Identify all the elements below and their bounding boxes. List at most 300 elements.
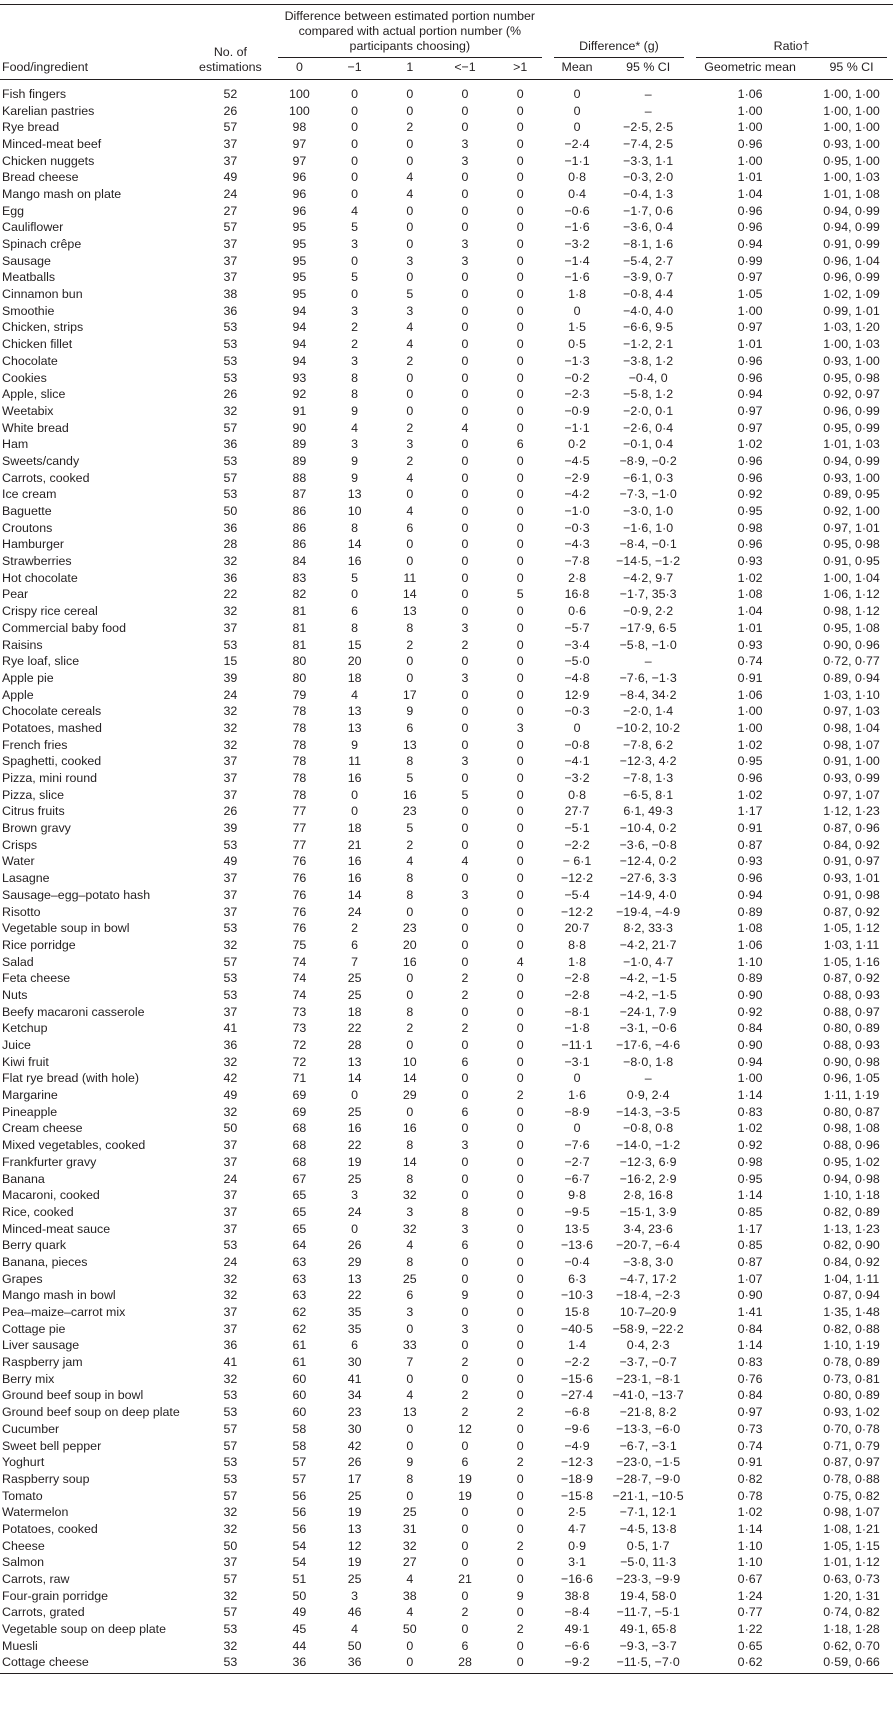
cell-pct-gt-1: 0: [516, 1071, 524, 1086]
cell-diff-ci: −7·3, −1·0: [619, 487, 677, 502]
cell-diff-mean: 0: [573, 103, 581, 118]
cell-no-estimations: 24: [223, 186, 238, 201]
cell-ratio-geo-mean: 0·91: [737, 670, 763, 685]
cell-pct-lt-minus1: 6: [461, 1104, 469, 1119]
cell-pct-minus1: 29: [347, 1254, 362, 1269]
cell-diff-mean: −1·3: [564, 353, 590, 368]
cell-food: Apple: [2, 687, 34, 702]
cell-diff-mean: −7·8: [564, 554, 590, 569]
cell-pct-lt-minus1: 6: [461, 1054, 469, 1069]
cell-pct-minus1: 22: [347, 1288, 362, 1303]
cell-pct-1: 5: [406, 287, 414, 302]
cell-pct-minus1: 0: [351, 186, 359, 201]
cell-pct-lt-minus1: 0: [461, 654, 469, 669]
cell-food: Crispy rice cereal: [2, 604, 98, 619]
cell-pct-gt-1: 0: [516, 754, 524, 769]
cell-food: Beefy macaroni casserole: [2, 1004, 145, 1019]
cell-food: Raspberry jam: [2, 1355, 83, 1370]
cell-food: Ketchup: [2, 1021, 48, 1036]
cell-ratio-ci: 1·12, 1·23: [823, 804, 880, 819]
cell-pct-1: 0: [406, 971, 414, 986]
cell-food: Rice porridge: [2, 937, 76, 952]
cell-diff-ci: −7·1, 12·1: [619, 1505, 677, 1520]
cell-food: Hamburger: [2, 537, 64, 552]
cell-ratio-geo-mean: 0·97: [737, 420, 763, 435]
cell-food: Ice cream: [2, 487, 57, 502]
cell-diff-mean: 12·9: [564, 687, 590, 702]
cell-diff-mean: 0·4: [568, 186, 586, 201]
cell-pct-lt-minus1: 21: [458, 1572, 472, 1587]
cell-pct-lt-minus1: 0: [461, 120, 469, 135]
cell-ratio-ci: 0·88, 0·93: [823, 987, 880, 1002]
cell-diff-mean: −5·0: [564, 654, 590, 669]
cell-pct-minus1: 34: [347, 1388, 362, 1403]
cell-pct-minus1: 8: [351, 620, 359, 635]
cell-ratio-geo-mean: 0·93: [737, 854, 763, 869]
cell-pct-gt-1: 0: [516, 420, 524, 435]
table-row: [0, 1171, 893, 1188]
cell-ratio-geo-mean: 1·10: [737, 954, 763, 969]
cell-pct-1: 11: [403, 570, 417, 585]
cell-food: Mixed vegetables, cooked: [2, 1138, 146, 1153]
cell-no-estimations: 26: [223, 103, 238, 118]
cell-pct-gt-1: 0: [516, 937, 524, 952]
cell-diff-mean: 1·8: [568, 287, 586, 302]
cell-no-estimations: 53: [223, 353, 238, 368]
cell-food: Minced-meat beef: [2, 136, 102, 151]
cell-pct-minus1: 13: [347, 704, 362, 719]
cell-pct-gt-1: 0: [516, 1605, 524, 1620]
cell-ratio-ci: 0·90, 0·96: [823, 637, 880, 652]
cell-diff-ci: −4·2, 21·7: [619, 937, 677, 952]
cell-diff-mean: −6·6: [564, 1638, 590, 1653]
cell-ratio-ci: 0·98, 1·04: [823, 720, 880, 735]
cell-ratio-ci: 0·98, 1·07: [823, 737, 880, 752]
cell-diff-ci: −12·3, 4·2: [619, 754, 677, 769]
header-geometric-mean: Geometric mean: [690, 58, 810, 80]
cell-pct-minus1: 20: [347, 654, 362, 669]
cell-ratio-ci: 0·75, 0·82: [823, 1488, 880, 1503]
cell-pct-0: 98: [292, 120, 307, 135]
cell-pct-minus1: 16: [347, 871, 362, 886]
cell-ratio-geo-mean: 0·73: [737, 1421, 763, 1436]
cell-pct-0: 75: [292, 937, 307, 952]
cell-food: Raisins: [2, 637, 43, 652]
cell-pct-gt-1: 0: [516, 637, 524, 652]
cell-ratio-ci: 1·35, 1·48: [823, 1305, 880, 1320]
cell-no-estimations: 38: [223, 287, 238, 302]
cell-pct-0: 84: [292, 554, 307, 569]
table-row: [0, 1488, 893, 1505]
cell-food: Chicken, strips: [2, 320, 84, 335]
cell-pct-1: 2: [406, 420, 414, 435]
cell-pct-1: 5: [406, 821, 414, 836]
cell-no-estimations: 37: [223, 1221, 238, 1236]
cell-no-estimations: 32: [223, 704, 238, 719]
cell-diff-mean: −8·1: [564, 1004, 590, 1019]
cell-pct-1: 0: [406, 270, 414, 285]
table-row: [0, 1621, 893, 1638]
table-row: [0, 1555, 893, 1572]
table-row: [0, 1104, 893, 1121]
cell-pct-1: 0: [406, 987, 414, 1002]
cell-pct-gt-1: 0: [516, 337, 524, 352]
cell-diff-mean: −3·2: [564, 771, 590, 786]
cell-food: Carrots, raw: [2, 1572, 70, 1587]
cell-pct-minus1: 14: [347, 1071, 362, 1086]
cell-no-estimations: 32: [223, 1054, 238, 1069]
cell-no-estimations: 37: [223, 887, 238, 902]
cell-ratio-geo-mean: 0·92: [737, 1004, 763, 1019]
cell-pct-minus1: 26: [347, 1238, 362, 1253]
cell-diff-mean: 3·1: [568, 1555, 586, 1570]
cell-pct-1: 25: [402, 1505, 417, 1520]
cell-pct-0: 79: [292, 687, 307, 702]
cell-no-estimations: 57: [223, 1421, 238, 1436]
cell-pct-0: 62: [292, 1321, 307, 1336]
cell-pct-1: 16: [402, 787, 417, 802]
cell-ratio-ci: 1·18, 1·28: [823, 1622, 880, 1637]
table-row: [0, 320, 893, 337]
cell-diff-ci: −0·9, 2·2: [623, 604, 674, 619]
cell-pct-minus1: 50: [347, 1638, 362, 1653]
cell-pct-minus1: 25: [347, 1171, 362, 1186]
cell-pct-0: 94: [292, 303, 307, 318]
cell-pct-gt-1: 0: [516, 1271, 524, 1286]
cell-pct-1: 9: [406, 1455, 414, 1470]
table-row: [0, 1204, 893, 1221]
cell-pct-gt-1: 0: [516, 237, 524, 252]
cell-diff-ci: −5·4, 2·7: [623, 253, 674, 268]
cell-ratio-geo-mean: 1·01: [737, 337, 763, 352]
cell-ratio-geo-mean: 1·04: [737, 604, 763, 619]
header-difference-group: Difference between estimated portion number compared with actual portion number (% participants choosing): [278, 9, 542, 58]
cell-ratio-geo-mean: 0·94: [737, 1054, 763, 1069]
cell-pct-1: 3: [406, 1204, 414, 1219]
cell-no-estimations: 37: [223, 787, 238, 802]
cell-food: Watermelon: [2, 1505, 69, 1520]
cell-pct-1: 8: [406, 887, 414, 902]
cell-food: Egg: [2, 203, 25, 218]
cell-food: Ham: [2, 437, 29, 452]
cell-pct-1: 32: [402, 1538, 417, 1553]
cell-no-estimations: 53: [223, 1471, 238, 1486]
cell-no-estimations: 32: [223, 1288, 238, 1303]
cell-ratio-ci: 1·20, 1·31: [823, 1588, 880, 1603]
cell-food: Yoghurt: [2, 1455, 45, 1470]
cell-diff-ci: −1·0, 4·7: [623, 954, 674, 969]
cell-pct-minus1: 8: [351, 370, 359, 385]
cell-pct-gt-1: 6: [516, 437, 524, 452]
cell-pct-0: 97: [292, 136, 307, 151]
cell-pct-minus1: 13: [347, 1054, 362, 1069]
cell-pct-lt-minus1: 8: [461, 1204, 469, 1219]
table-row: [0, 1371, 893, 1388]
table-row: [0, 1254, 893, 1271]
cell-pct-lt-minus1: 0: [461, 1438, 469, 1453]
cell-diff-ci: −10·2, 10·2: [616, 720, 681, 735]
cell-ratio-ci: 0·87, 0·97: [823, 1455, 880, 1470]
cell-diff-mean: −4·2: [564, 487, 590, 502]
cell-ratio-geo-mean: 1·00: [737, 303, 763, 318]
cell-diff-mean: −15·8: [561, 1488, 594, 1503]
cell-pct-minus1: 2: [351, 337, 359, 352]
table-row: [0, 487, 893, 504]
cell-pct-minus1: 41: [347, 1371, 362, 1386]
cell-diff-mean: −5·4: [564, 887, 590, 902]
cell-diff-mean: 27·7: [564, 804, 590, 819]
cell-pct-0: 68: [292, 1138, 307, 1153]
cell-pct-gt-1: 0: [516, 1421, 524, 1436]
cell-pct-gt-1: 0: [516, 170, 524, 185]
cell-ratio-ci: 0·96, 0·99: [823, 270, 880, 285]
cell-no-estimations: 26: [223, 387, 238, 402]
cell-ratio-ci: 0·94, 0·99: [823, 220, 880, 235]
cell-pct-minus1: 8: [351, 520, 359, 535]
cell-no-estimations: 15: [223, 654, 238, 669]
cell-no-estimations: 32: [223, 604, 238, 619]
cell-ratio-geo-mean: 0·83: [737, 1355, 763, 1370]
table-row: [0, 403, 893, 420]
table-row: [0, 453, 893, 470]
cell-pct-1: 13: [402, 604, 417, 619]
cell-diff-ci: −9·3, −3·7: [619, 1638, 677, 1653]
cell-pct-0: 67: [292, 1171, 307, 1186]
cell-ratio-ci: 0·95, 0·99: [823, 420, 880, 435]
cell-no-estimations: 57: [223, 954, 238, 969]
cell-diff-mean: −2·2: [564, 1355, 590, 1370]
cell-diff-mean: −1·0: [564, 504, 590, 519]
cell-no-estimations: 53: [223, 320, 238, 335]
cell-pct-minus1: 6: [351, 937, 359, 952]
cell-ratio-geo-mean: 0·89: [737, 904, 763, 919]
cell-pct-minus1: 25: [347, 987, 362, 1002]
cell-pct-1: 0: [406, 1488, 414, 1503]
cell-ratio-geo-mean: 0·97: [737, 403, 763, 418]
cell-pct-lt-minus1: 3: [461, 670, 469, 685]
cell-diff-ci: 0·9, 2·4: [626, 1088, 670, 1103]
cell-food: Water: [2, 854, 35, 869]
cell-ratio-ci: 0·96, 0·99: [823, 403, 880, 418]
cell-diff-mean: −7·6: [564, 1138, 590, 1153]
cell-ratio-ci: 1·01, 1·12: [823, 1555, 880, 1570]
cell-diff-ci: −1·7, 35·3: [619, 587, 677, 602]
cell-pct-minus1: 6: [351, 1338, 359, 1353]
cell-no-estimations: 32: [223, 1505, 238, 1520]
table-row: [0, 1571, 893, 1588]
cell-pct-lt-minus1: 2: [461, 1388, 469, 1403]
cell-ratio-ci: 0·92, 0·97: [823, 387, 880, 402]
cell-pct-gt-1: 0: [516, 1388, 524, 1403]
cell-diff-mean: 4·7: [568, 1521, 586, 1536]
cell-food: Chocolate cereals: [2, 704, 102, 719]
cell-diff-ci: 49·1, 65·8: [619, 1622, 677, 1637]
cell-pct-1: 8: [406, 1254, 414, 1269]
cell-pct-1: 4: [406, 1572, 414, 1587]
cell-diff-ci: −14·3, −3·5: [616, 1104, 681, 1119]
cell-pct-0: 82: [292, 587, 307, 602]
cell-no-estimations: 24: [223, 1171, 238, 1186]
cell-pct-0: 63: [292, 1288, 307, 1303]
cell-pct-gt-1: 0: [516, 1154, 524, 1169]
cell-pct-0: 100: [289, 86, 310, 101]
cell-pct-minus1: 4: [351, 687, 359, 702]
cell-diff-mean: −2·2: [564, 837, 590, 852]
cell-pct-0: 57: [292, 1455, 307, 1470]
header-food: Food/ingredient: [0, 5, 189, 80]
cell-diff-ci: −2·0, 1·4: [623, 704, 674, 719]
cell-ratio-geo-mean: 1·14: [737, 1088, 763, 1103]
cell-pct-0: 74: [292, 954, 307, 969]
cell-pct-lt-minus1: 0: [461, 937, 469, 952]
table-row: [0, 1421, 893, 1438]
cell-pct-0: 89: [292, 437, 307, 452]
cell-ratio-ci: 1·00, 1·03: [823, 337, 880, 352]
cell-diff-ci: –: [644, 1071, 652, 1086]
cell-pct-lt-minus1: 3: [461, 1138, 469, 1153]
cell-diff-mean: 0·8: [568, 170, 586, 185]
cell-pct-0: 96: [292, 170, 307, 185]
cell-pct-0: 78: [292, 737, 307, 752]
table-row: [0, 169, 893, 186]
header-cat-minus1: −1: [327, 58, 382, 80]
cell-food: Brown gravy: [2, 821, 71, 836]
cell-pct-minus1: 24: [347, 904, 362, 919]
cell-ratio-ci: 0·93, 1·00: [823, 470, 880, 485]
cell-diff-mean: 0·5: [568, 337, 586, 352]
cell-diff-ci: −3·9, 0·7: [623, 270, 674, 285]
cell-ratio-geo-mean: 1·00: [737, 153, 763, 168]
cell-pct-minus1: 13: [347, 1521, 362, 1536]
cell-no-estimations: 50: [223, 1538, 238, 1553]
cell-pct-1: 0: [406, 387, 414, 402]
cell-pct-0: 77: [292, 821, 307, 836]
cell-ratio-geo-mean: 1·17: [737, 804, 763, 819]
cell-food: Four-grain porridge: [2, 1588, 109, 1603]
cell-diff-ci: −2·0, 0·1: [623, 403, 674, 418]
cell-food: Karelian pastries: [2, 103, 95, 118]
cell-no-estimations: 36: [223, 437, 238, 452]
table-row: [0, 670, 893, 687]
cell-diff-mean: −3·1: [564, 1054, 590, 1069]
cell-no-estimations: 37: [223, 1004, 238, 1019]
cell-diff-ci: −18·4, −2·3: [616, 1288, 681, 1303]
cell-food: Cinnamon bun: [2, 287, 83, 302]
table-row: [0, 203, 893, 220]
cell-diff-ci: −3·8, 1·2: [623, 353, 674, 368]
cell-pct-minus1: 3: [351, 237, 359, 252]
cell-no-estimations: 32: [223, 1271, 238, 1286]
cell-no-estimations: 53: [223, 921, 238, 936]
cell-pct-minus1: 14: [347, 537, 362, 552]
cell-no-estimations: 50: [223, 1121, 238, 1136]
cell-food: Minced-meat sauce: [2, 1221, 111, 1236]
header-ci-ratio: 95 % CI: [810, 58, 893, 80]
cell-pct-0: 71: [292, 1071, 307, 1086]
cell-pct-gt-1: 0: [516, 270, 524, 285]
cell-diff-ci: −0·8, 0·8: [623, 1121, 674, 1136]
cell-ratio-geo-mean: 0·92: [737, 487, 763, 502]
cell-ratio-geo-mean: 0·96: [737, 771, 763, 786]
cell-pct-1: 27: [402, 1555, 417, 1570]
cell-pct-lt-minus1: 0: [461, 1254, 469, 1269]
cell-pct-1: 0: [406, 1638, 414, 1653]
cell-ratio-geo-mean: 1·06: [737, 937, 763, 952]
cell-food: Rice, cooked: [2, 1204, 74, 1219]
cell-ratio-ci: 0·95, 1·00: [823, 153, 880, 168]
cell-no-estimations: 37: [223, 1138, 238, 1153]
cell-pct-minus1: 26: [347, 1455, 362, 1470]
cell-food: Pea–maize–carrot mix: [2, 1305, 126, 1320]
cell-ratio-ci: 0·84, 0·92: [823, 1254, 880, 1269]
cell-pct-0: 91: [292, 403, 307, 418]
cell-pct-1: 3: [406, 253, 414, 268]
cell-pct-1: 0: [406, 1321, 414, 1336]
cell-diff-mean: −12·2: [561, 871, 594, 886]
cell-pct-lt-minus1: 0: [461, 370, 469, 385]
table-row: [0, 687, 893, 704]
cell-pct-lt-minus1: 0: [461, 1088, 469, 1103]
table-row: [0, 80, 893, 103]
cell-diff-mean: 1·4: [568, 1338, 586, 1353]
table-row: [0, 520, 893, 537]
table-row: [0, 720, 893, 737]
cell-ratio-geo-mean: 0·85: [737, 1204, 763, 1219]
cell-diff-mean: −11·1: [561, 1038, 593, 1053]
cell-food: French fries: [2, 737, 68, 752]
cell-ratio-ci: 0·72, 0·77: [823, 654, 880, 669]
cell-diff-mean: −0·3: [564, 520, 590, 535]
cell-ratio-geo-mean: 0·99: [737, 253, 763, 268]
cell-diff-mean: −9·2: [548, 1655, 606, 1674]
table-row: [0, 837, 893, 854]
cell-pct-gt-1: 0: [516, 1104, 524, 1119]
cell-diff-ci: −4·2, −1·5: [619, 971, 677, 986]
cell-diff-mean: −5·7: [564, 620, 590, 635]
cell-ratio-ci: 1·06, 1·12: [823, 587, 880, 602]
cell-ratio-ci: 0·62, 0·70: [823, 1638, 880, 1653]
cell-diff-mean: −10·3: [561, 1288, 594, 1303]
cell-food: Apple, slice: [2, 387, 66, 402]
table-row: [0, 136, 893, 153]
cell-pct-gt-1: 0: [516, 220, 524, 235]
cell-pct-lt-minus1: 6: [461, 1638, 469, 1653]
cell-diff-ci: −0·8, 4·4: [623, 287, 674, 302]
table-row: [0, 1037, 893, 1054]
cell-pct-1: 0: [406, 1371, 414, 1386]
cell-pct-minus1: 10: [347, 504, 362, 519]
cell-pct-gt-1: 0: [516, 654, 524, 669]
table-row: [0, 220, 893, 237]
cell-pct-0: 76: [292, 904, 307, 919]
cell-diff-ci: −5·8, −1·0: [619, 637, 677, 652]
cell-pct-minus1: 15: [347, 637, 362, 652]
cell-pct-0: 54: [292, 1538, 307, 1553]
cell-pct-1: 17: [402, 687, 417, 702]
cell-food: Cheese: [2, 1538, 45, 1553]
cell-ratio-ci: 0·88, 0·93: [823, 1038, 880, 1053]
cell-pct-1: 5: [406, 771, 414, 786]
cell-diff-mean: 8·8: [568, 937, 586, 952]
cell-no-estimations: 22: [223, 587, 238, 602]
cell-diff-ci: −14·5, −1·2: [616, 554, 681, 569]
cell-pct-gt-1: 0: [516, 453, 524, 468]
cell-pct-1: 29: [402, 1088, 417, 1103]
cell-diff-ci: 0·5, 1·7: [626, 1538, 670, 1553]
cell-ratio-geo-mean: 0·96: [737, 203, 763, 218]
cell-pct-lt-minus1: 0: [461, 837, 469, 852]
cell-no-estimations: 53: [223, 837, 238, 852]
